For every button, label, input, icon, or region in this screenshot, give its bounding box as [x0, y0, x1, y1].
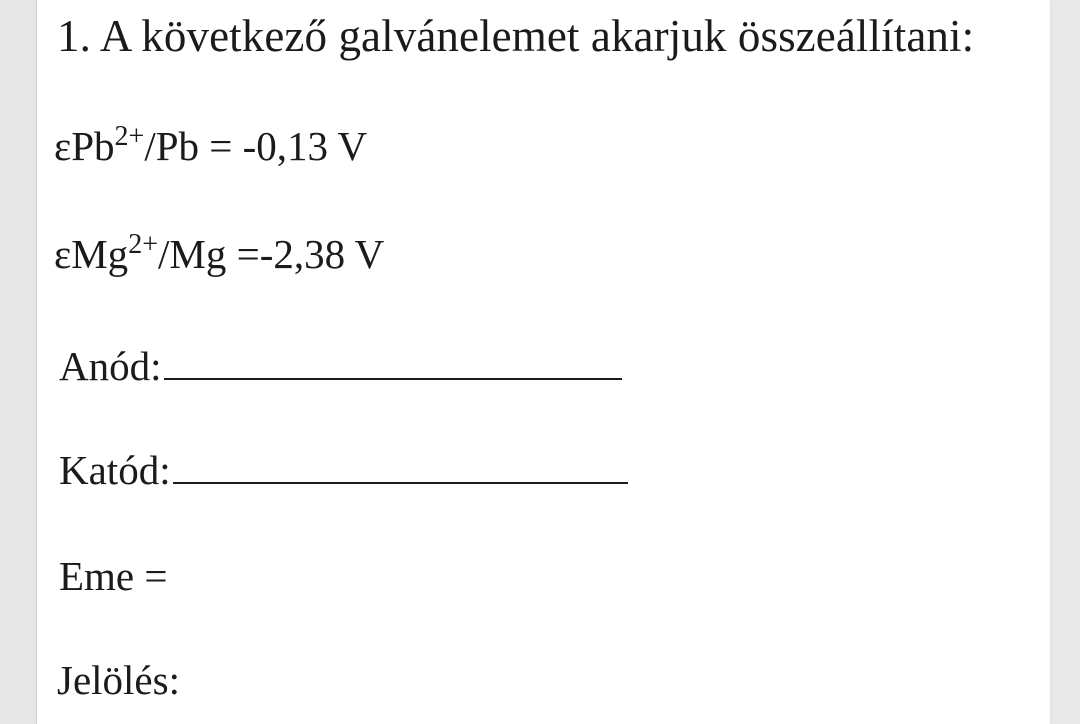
emf-label: Eme =: [59, 553, 168, 599]
notation-row: [57, 657, 180, 703]
anode-answer-line: [164, 344, 622, 380]
anode-label: Anód:: [59, 343, 162, 389]
anode-row: [59, 344, 622, 387]
emf-row: [59, 553, 168, 599]
cathode-label: Katód:: [59, 447, 171, 493]
pb-equation-suffix: /Pb = -0,13 V: [144, 123, 368, 169]
mg-equation: [54, 229, 385, 277]
mg-equation-prefix: εMg: [54, 231, 129, 277]
cathode-row: [59, 448, 628, 491]
document-page: [37, 0, 1050, 724]
mg-equation-suffix: /Mg =-2,38 V: [157, 231, 385, 277]
question-title: 1. A következő galvánelemet akarjuk összeállítani:: [57, 11, 975, 61]
pb-equation-superscript: 2+: [114, 121, 145, 152]
notation-label: Jelölés:: [57, 657, 180, 703]
pb-equation: [54, 121, 368, 169]
left-edge: [0, 0, 37, 724]
pb-equation-prefix: εPb: [54, 123, 115, 169]
mg-equation-superscript: 2+: [128, 229, 158, 260]
cathode-answer-line: [173, 448, 628, 484]
right-edge: [1050, 0, 1080, 724]
